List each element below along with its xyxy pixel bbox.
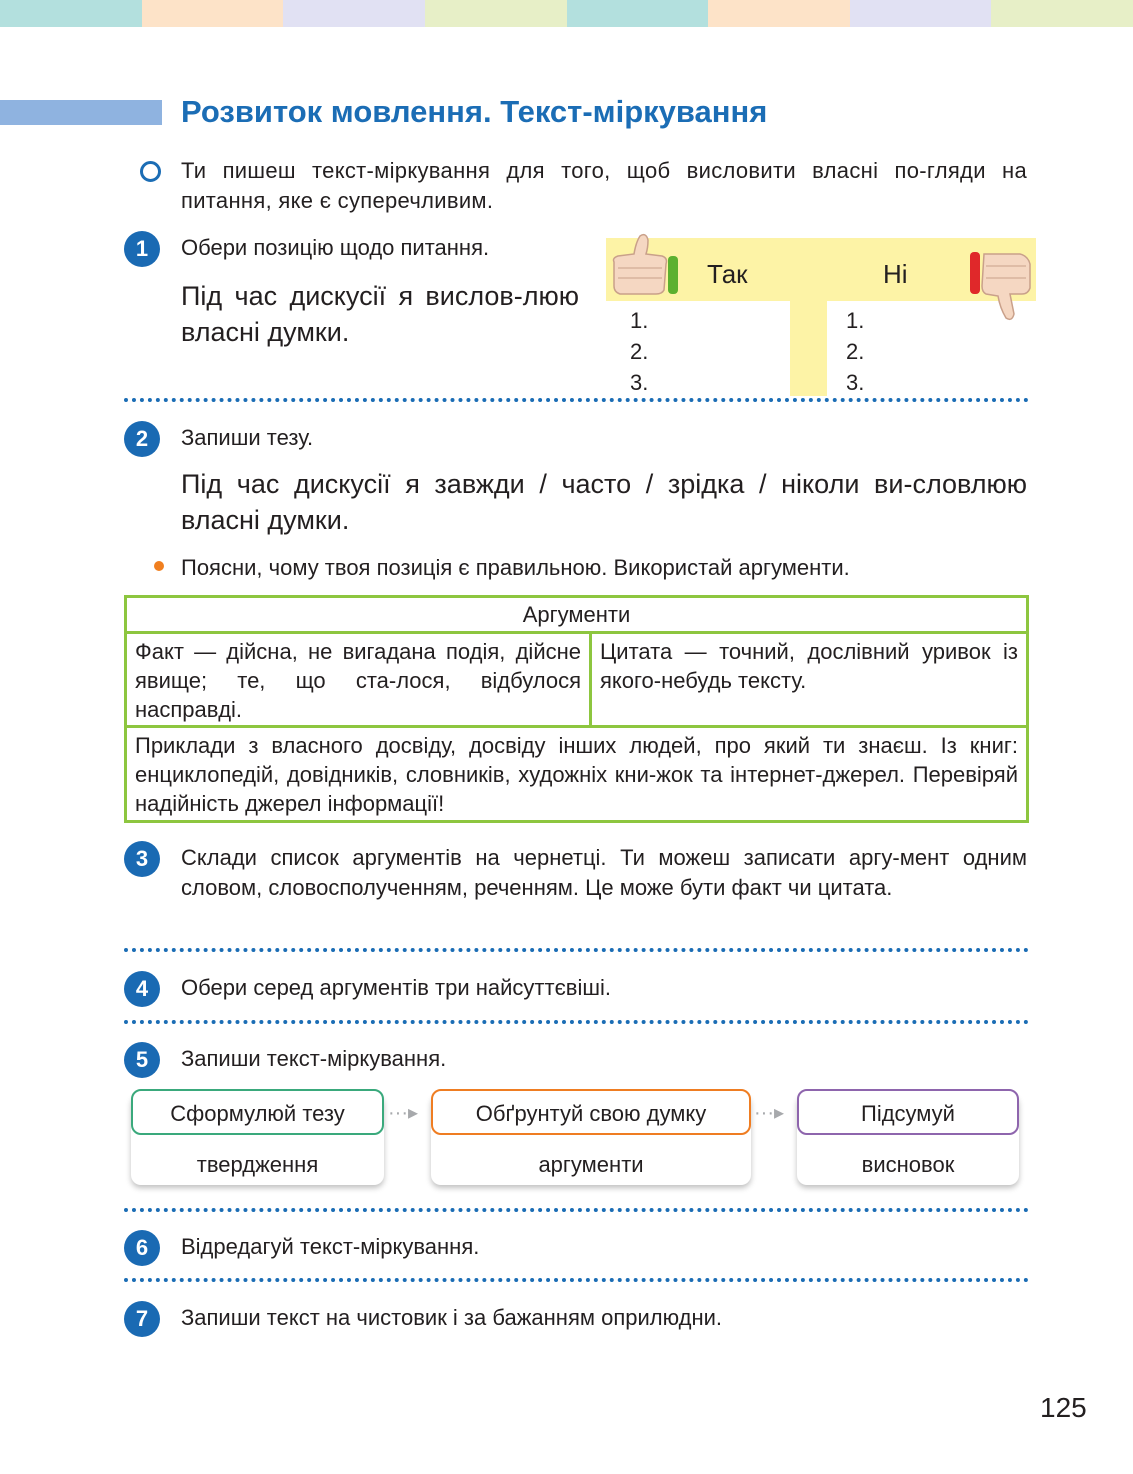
dotted-divider: [124, 1020, 1029, 1024]
tchart-yes-item: 2.: [630, 339, 649, 364]
examples-definition: Приклади з власного досвіду, досвіду інших людей, про який ти знаєш. Із книг: енциклопедій, довідників, словників, художніх кни-жок та інтернет-джерел. Перевіряй надійність джерел інформації!: [135, 733, 1018, 816]
arguments-table-header: Аргументи: [127, 598, 1026, 634]
thumbs-up-icon: [606, 232, 686, 300]
dotted-divider: [124, 948, 1029, 952]
tchart-no-item: 2.: [846, 339, 865, 364]
task-2-text: Запиши тезу.: [181, 425, 314, 450]
task-number-4: 4: [124, 971, 160, 1007]
arrow-right-icon: ···▸: [388, 1102, 419, 1124]
dotted-divider: [124, 1278, 1029, 1282]
task-3-text: Склади список аргументів на чернетці. Ти можеш записати аргу-мент одним словом, словосполученням, реченням. Це може бути факт чи цитата.: [181, 845, 1027, 900]
stripe: [0, 0, 142, 27]
fact-definition: Факт — дійсна, не вигадана подія, дійсне явище; те, що ста-лося, відбулося насправді.: [127, 634, 592, 725]
tchart-yes-item: 3.: [630, 370, 649, 395]
task-7-text: Запиши текст на чистовик і за бажанням оприлюдни.: [181, 1305, 723, 1330]
task-number-1: 1: [124, 231, 160, 267]
task-4-text: Обери серед аргументів три найсуттєвіші.: [181, 975, 612, 1000]
top-color-stripes: [0, 0, 1133, 27]
task-2-statement: Під час дискусії я завжди / часто / зрідка / ніколи ви-словлюю власні думки.: [181, 469, 1027, 535]
stripe: [283, 0, 425, 27]
step-arguments-sub: аргументи: [538, 1152, 644, 1177]
step-conclusion-label: Підсумуй: [797, 1089, 1019, 1135]
tchart-no-item: 1.: [846, 308, 865, 333]
quote-definition: Цитата — точний, дослівний уривок із якого-небудь тексту.: [600, 639, 1018, 693]
title-accent-bar: [0, 100, 162, 125]
tchart-no-item: 3.: [846, 370, 865, 395]
table-row: [127, 634, 1026, 728]
step-thesis-label: Сформулюй тезу: [131, 1089, 384, 1135]
task-number-5: 5: [124, 1042, 160, 1078]
page-number: 125: [1040, 1392, 1087, 1423]
tchart-yes-label: Так: [707, 259, 748, 289]
task-number-3: 3: [124, 841, 160, 877]
stripe: [708, 0, 850, 27]
intro-text: Ти пишеш текст-міркування для того, щоб висловити власні по-гляди на питання, яке є суперечливим.: [181, 158, 1027, 213]
task-1-text: Обери позицію щодо питання.: [181, 235, 490, 260]
tchart-no-label: Ні: [883, 259, 908, 289]
stripe: [425, 0, 567, 27]
page-title: Розвиток мовлення. Текст-міркування: [181, 94, 768, 129]
step-thesis-sub: твердження: [196, 1152, 319, 1177]
task-number-7: 7: [124, 1301, 160, 1337]
stripe: [991, 0, 1133, 27]
stripe: [567, 0, 709, 27]
task-number-2: 2: [124, 421, 160, 457]
stripe: [850, 0, 992, 27]
step-conclusion-sub: висновок: [861, 1152, 955, 1177]
arrow-right-icon: ···▸: [754, 1102, 785, 1124]
task-2-bullet-text: Поясни, чому твоя позиція є правильною. Використай аргументи.: [181, 555, 850, 580]
task-5-text: Запиши текст-міркування.: [181, 1046, 447, 1071]
task-number-6: 6: [124, 1230, 160, 1266]
thumbs-down-icon: [968, 248, 1036, 324]
task-1-statement: Під час дискусії я вислов-люю власні думки.: [181, 281, 579, 347]
tchart-divider: [790, 300, 827, 396]
dotted-divider: [124, 398, 1029, 402]
tchart-yes-item: 1.: [630, 308, 649, 333]
step-arguments-label: Обґрунтуй свою думку: [431, 1089, 751, 1135]
task-6-text: Відредагуй текст-міркування.: [181, 1234, 480, 1259]
circle-marker-icon: [140, 161, 161, 182]
bullet-dot-icon: [154, 561, 164, 571]
arguments-table: [124, 595, 1029, 823]
dotted-divider: [124, 1208, 1029, 1212]
stripe: [142, 0, 284, 27]
